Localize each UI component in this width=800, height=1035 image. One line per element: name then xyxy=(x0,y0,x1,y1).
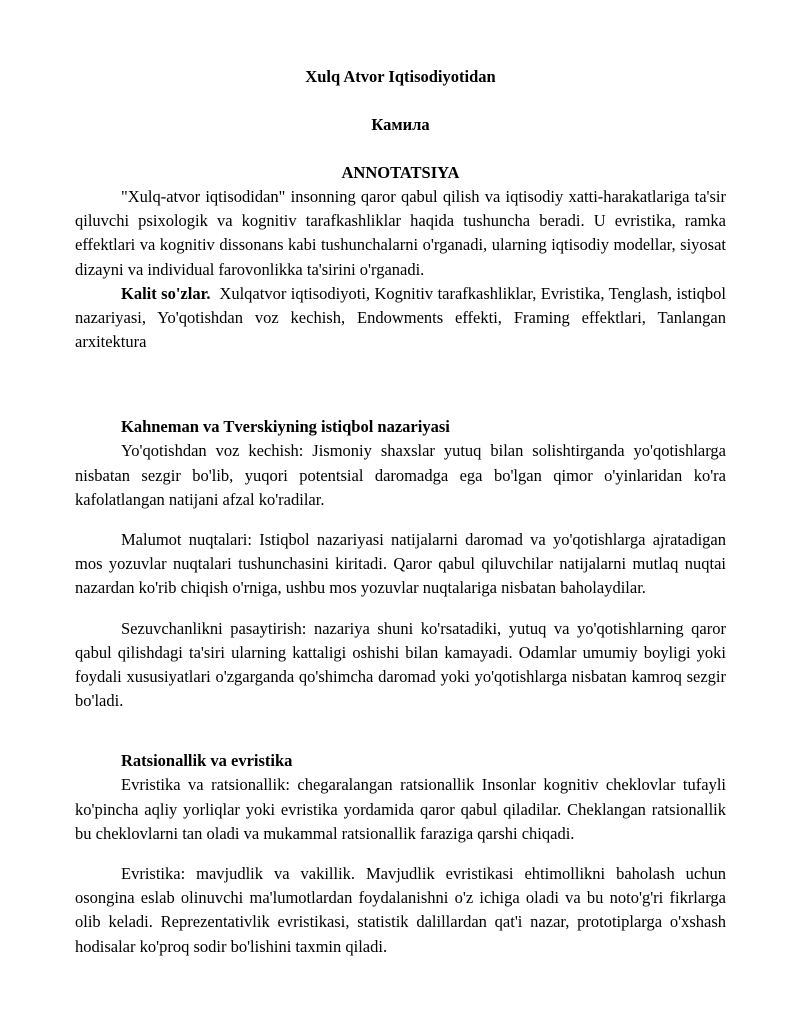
section-paragraph: Malumot nuqtalari: Istiqbol nazariyasi natijalarni daromad va yo'qotishlarga ajratadigan mos yozuvlar nuqtalari tushunchasini kiritadi. Qaror qabul qiluvchilar natijalarni mutlaq nuqtai nazardan ko'rib chiqish o'rniga, ushbu mos yozuvlar nuqtalariga nisbatan baholaydilar. xyxy=(75,530,726,598)
section-heading: Ratsionallik va evristika xyxy=(121,751,293,771)
section-heading: Kahneman va Tverskiyning istiqbol nazariyasi xyxy=(121,417,450,437)
section-paragraph: Sezuvchanlikni pasaytirish: nazariya shuni ko'rsatadiki, yutuq va yo'qotishlarning qaror qabul qilishdagi ta'siri ularning kattaligi oshishi bilan kamayadi. Odamlar umumiy boyligi yoki foydali xususiyatlari o'zgarganda qo'shimcha daromad yoki yo'qotishlarga nisbatan kamroq sezgir bo'ladi. xyxy=(75,618,726,711)
keywords-paragraph xyxy=(75,282,726,355)
abstract-heading: ANNOTATSIYA xyxy=(341,163,460,182)
author-name: Камила xyxy=(371,115,430,134)
section-paragraph: Evristika: mavjudlik va vakillik. Mavjudlik evristikasi ehtimollikni baholash uchun osongina eslab olinuvchi ma'lumotlardan foydalanishni o'z ichiga oladi va bu noto'g'ri fikrlarga olib keladi. Reprezentativlik evristikasi, statistik dalillardan qat'i nazar, prototiplarga o'xshash hodisalar ko'proq sodir bo'lishini taxmin qiladi. xyxy=(75,864,726,956)
document-page xyxy=(75,0,726,959)
section-paragraph: Yo'qotishdan voz kechish: Jismoniy shaxslar yutuq bilan solishtirganda yo'qotishlarga nisbatan sezgir bo'lib, yuqori potentsial daromadga ega bo'lgan qimor o'yinlaridan ko'ra kafolatlangan natijani afzal ko'radilar. xyxy=(75,441,726,509)
keywords-text: Xulqatvor iqtisodiyoti, Kognitiv tarafkashliklar, Evristika, Tenglash, istiqbol nazariyasi, Yo'qotishdan voz kechish, Endowments effekti, Framing effektlari, Tanlangan arxitektura xyxy=(75,283,726,352)
abstract-paragraph: "Xulq-atvor iqtisodidan" insonning qaror qabul qilish va iqtisodiy xatti-harakatlariga ta'sir qiluvchi psixologik va kognitiv tarafkashliklar haqida tushuncha beradi. U evristika, ramka effektlari va kognitiv dissonans kabi tushunchalarni o'rganadi, ularning iqtisodiy modellar, siyosat dizayni va individual farovonlikka ta'sirini o'rganadi. xyxy=(75,187,726,279)
document-title: Xulq Atvor Iqtisodiyotidan xyxy=(305,67,496,86)
keywords-label: Kalit so'zlar. xyxy=(121,283,211,303)
section-paragraph: Evristika va ratsionallik: chegaralangan ratsionallik Insonlar kognitiv cheklovlar tufayli ko'pincha aqliy yorliqlar yoki evristika yordamida qaror qabul qiladilar. Cheklangan ratsionallik bu cheklovlarni tan oladi va mukammal ratsionallik faraziga qarshi chiqadi. xyxy=(75,775,726,843)
